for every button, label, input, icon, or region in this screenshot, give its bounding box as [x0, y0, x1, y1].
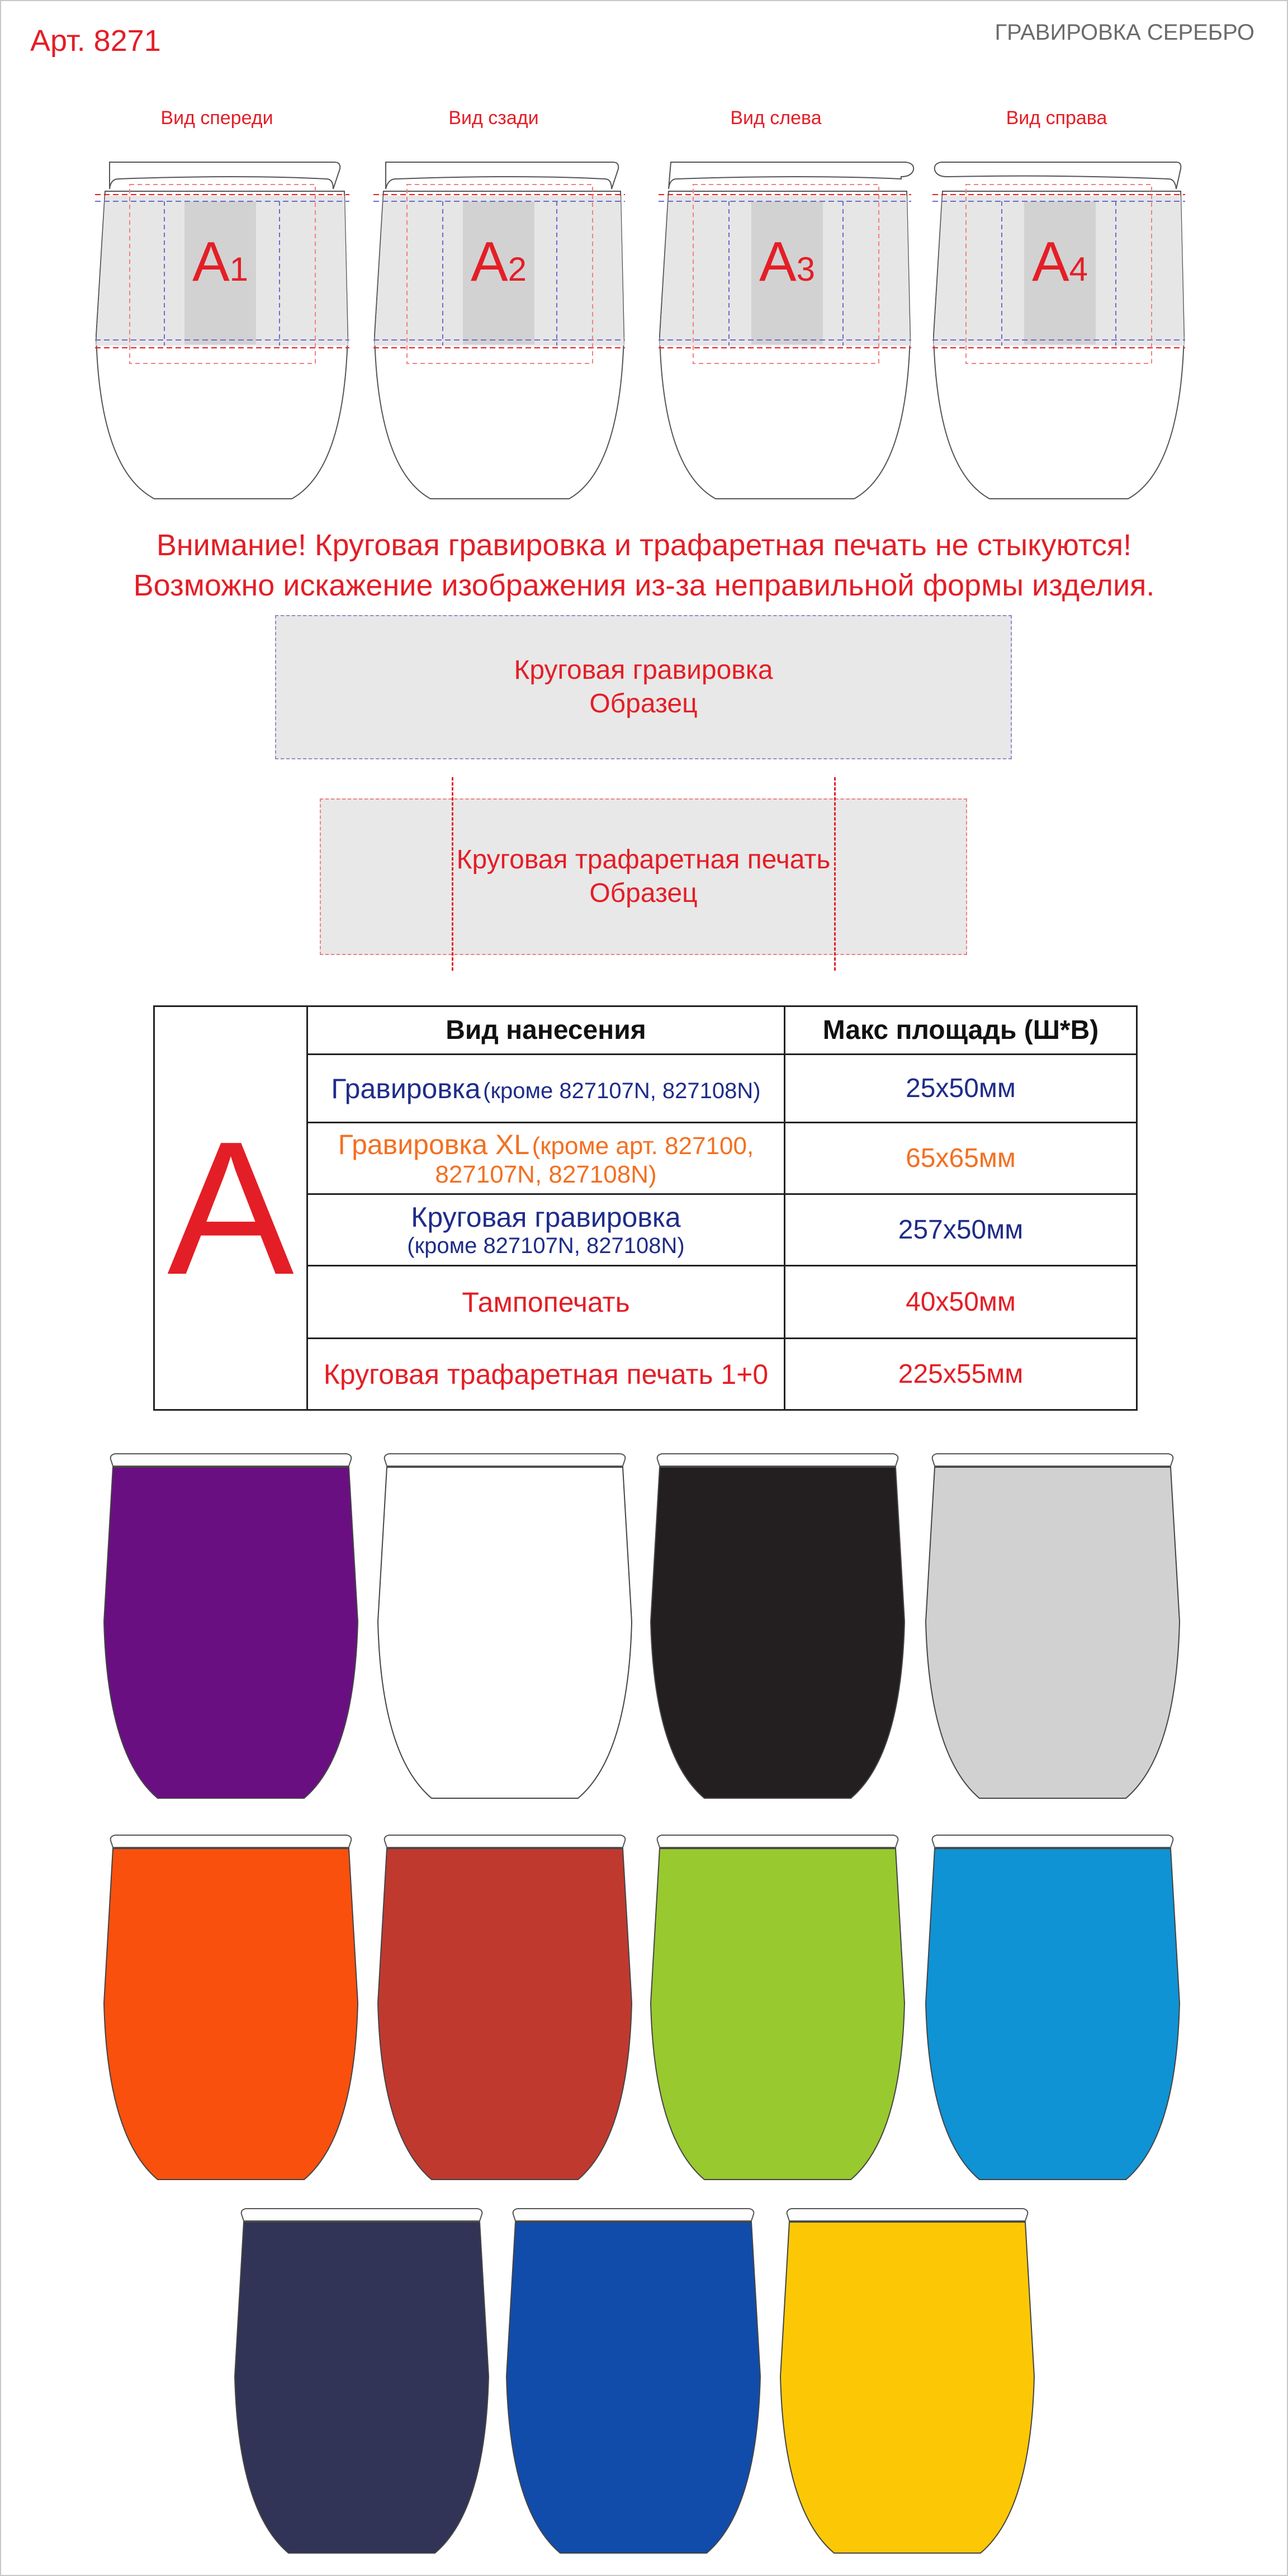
view-label-right: Вид справа [1006, 107, 1107, 129]
cup-view-front [95, 162, 349, 499]
engraving-sample-subtitle: Образец [589, 689, 698, 719]
area-label-a1: A1 [192, 230, 249, 293]
engraving-sample-box [275, 615, 1012, 759]
cup-color-swatch [235, 2209, 489, 2553]
area-cell: 225x55мм [785, 1339, 1137, 1410]
cup-color-swatch [926, 1835, 1180, 2180]
article-number: Арт. 8271 [30, 24, 161, 58]
area-letter: A [154, 1006, 307, 1410]
area-cell: 257x50мм [785, 1194, 1137, 1266]
area-label-a2: A2 [470, 230, 527, 293]
cup-color-swatch [780, 2209, 1034, 2553]
color-variants [0, 1443, 1288, 2566]
screen-print-sample-title: Круговая трафаретная печать [456, 845, 831, 875]
cup-color-swatch [506, 2209, 760, 2553]
method-cell: Круговая трафаретная печать 1+0 [307, 1339, 785, 1410]
cup-view-right [932, 162, 1185, 499]
view-label-back: Вид сзади [448, 107, 539, 129]
view-label-left: Вид слева [730, 107, 822, 129]
cup-views-drawing [0, 145, 1288, 503]
warning-line-1: Внимание! Круговая гравировка и трафаретная печать не стыкуются! [156, 528, 1132, 562]
engraving-sample-title: Круговая гравировка [514, 655, 773, 685]
warning-line-2: Возможно искажение изображения из-за неправильной формы изделия. [133, 569, 1155, 602]
col-header-area: Макс площадь (Ш*В) [785, 1006, 1137, 1055]
area-label-a3: A3 [759, 230, 816, 293]
cup-color-swatch [104, 1835, 358, 2180]
methods-table [153, 1005, 1138, 1411]
method-cell: Гравировка (кроме 827107N, 827108N) [307, 1055, 785, 1123]
method-cell: Гравировка XL (кроме арт. 827100, 827107N, 827108N) [307, 1123, 785, 1194]
screen-print-sample-box [320, 798, 967, 955]
print-type-title: ГРАВИРОВКА СЕРЕБРО [995, 20, 1254, 45]
area-cell: 40x50мм [785, 1266, 1137, 1339]
method-cell: Круговая гравировка (кроме 827107N, 827108N) [307, 1194, 785, 1266]
cup-color-swatch [378, 1454, 632, 1798]
cup-color-swatch [378, 1835, 632, 2180]
cup-view-back [373, 162, 625, 499]
area-cell: 25x50мм [785, 1055, 1137, 1123]
seam-guide-left [452, 777, 453, 971]
view-label-front: Вид спереди [160, 107, 273, 129]
method-cell: Тампопечать [307, 1266, 785, 1339]
area-label-a4: A4 [1031, 230, 1088, 293]
cup-color-swatch [926, 1454, 1180, 1798]
cup-color-swatch [104, 1454, 358, 1798]
cup-color-swatch [651, 1835, 905, 2180]
cup-view-left [659, 162, 913, 499]
screen-print-sample-subtitle: Образец [589, 878, 698, 908]
area-cell: 65x65мм [785, 1123, 1137, 1194]
cup-color-swatch [651, 1454, 905, 1798]
col-header-method: Вид нанесения [307, 1006, 785, 1055]
seam-guide-right [834, 777, 836, 971]
